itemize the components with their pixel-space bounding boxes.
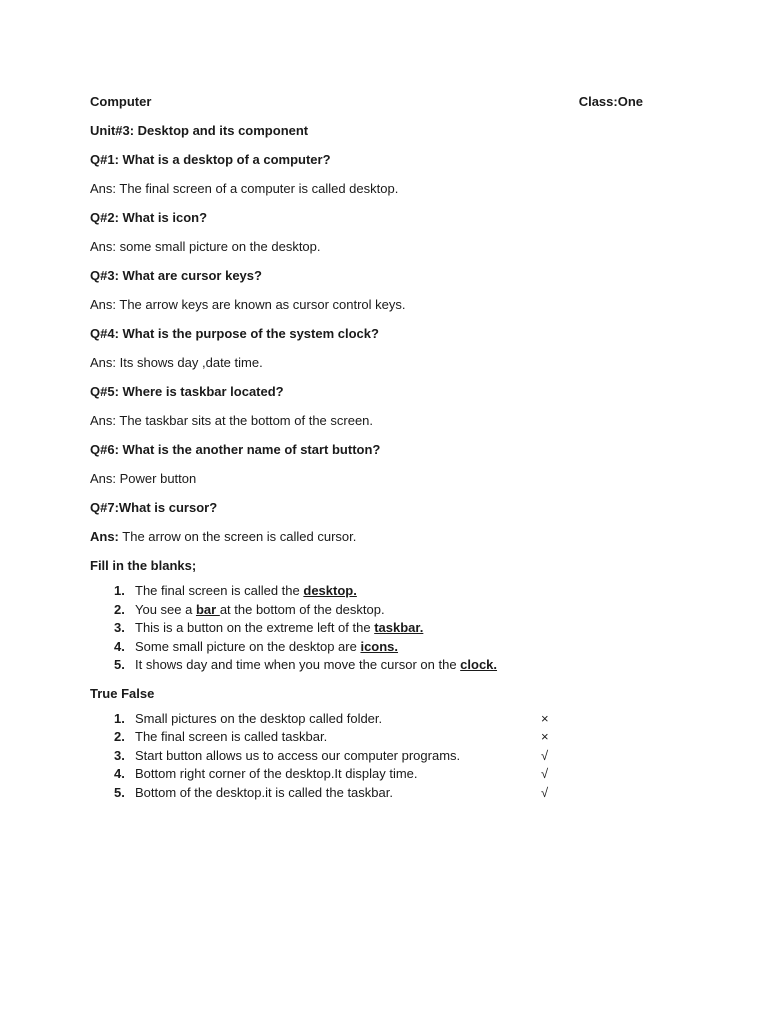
blank-answer: icons.: [360, 638, 399, 654]
fill-blanks-list: [90, 583, 650, 676]
item-number: 5.: [114, 784, 125, 800]
list-item: [90, 766, 650, 785]
question-3: Q#3: What are cursor keys?: [90, 268, 262, 283]
list-item: [90, 639, 650, 658]
worksheet-header: [90, 94, 643, 123]
question-5: Q#5: Where is taskbar located?: [90, 384, 284, 399]
unit-title: Unit#3: Desktop and its component: [90, 123, 309, 138]
blank-answer: desktop.: [303, 583, 357, 598]
true-mark: √: [541, 747, 549, 763]
true-mark: √: [541, 784, 549, 800]
item-number: 2.: [114, 729, 125, 744]
item-number: 4.: [114, 766, 125, 781]
item-text: The final screen is called taskbar.: [135, 729, 328, 744]
answer-1: Ans: The final screen of a computer is called desktop.: [90, 181, 399, 196]
item-number: 3.: [114, 747, 125, 763]
answer-6: Ans: Power button: [90, 471, 197, 486]
true-false-list: [90, 711, 650, 804]
list-item: [90, 602, 650, 621]
answer-2: Ans: some small picture on the desktop.: [90, 239, 321, 254]
list-item: [90, 583, 650, 602]
true-false-title: True False: [90, 685, 155, 701]
list-item: [90, 748, 650, 767]
list-item: [90, 785, 650, 804]
answer-7-prefix: Ans:: [90, 529, 119, 544]
answer-4: Ans: Its shows day ,date time.: [90, 355, 263, 370]
item-text: Some small picture on the desktop are: [135, 638, 361, 654]
subject-label: Computer: [90, 94, 152, 109]
item-text: You see a: [135, 601, 196, 617]
item-number: 1.: [114, 710, 125, 726]
item-number: 5.: [114, 657, 125, 672]
item-number: 4.: [114, 638, 125, 654]
blank-answer: bar: [195, 601, 220, 617]
list-item: [90, 711, 650, 730]
list-item: [90, 657, 650, 676]
list-item: [90, 729, 650, 748]
true-mark: √: [541, 766, 549, 781]
false-mark: ×: [541, 710, 549, 726]
question-6: Q#6: What is the another name of start button?: [90, 442, 381, 457]
answer-7-text: The arrow on the screen is called cursor.: [118, 529, 357, 544]
blank-answer: taskbar.: [374, 620, 424, 635]
answer-5: Ans: The taskbar sits at the bottom of the screen.: [90, 413, 374, 428]
item-number: 3.: [114, 620, 125, 635]
item-text-after: at the bottom of the desktop.: [219, 601, 385, 617]
item-text: Bottom of the desktop.it is called the taskbar.: [135, 784, 393, 800]
class-label: Class:One: [578, 94, 643, 109]
item-text: Start button allows us to access our computer programs.: [135, 747, 461, 763]
item-number: 2.: [114, 601, 125, 617]
item-number: 1.: [114, 583, 125, 598]
item-text: The final screen is called the: [135, 583, 304, 598]
question-1: Q#1: What is a desktop of a computer?: [90, 152, 331, 167]
fill-blanks-title: Fill in the blanks;: [90, 558, 197, 573]
item-text: It shows day and time when you move the cursor on the: [135, 657, 461, 672]
worksheet-page: [90, 94, 650, 803]
answer-3: Ans: The arrow keys are known as cursor control keys.: [90, 297, 406, 312]
blank-answer: clock.: [460, 657, 498, 672]
question-4: Q#4: What is the purpose of the system clock?: [90, 326, 379, 341]
item-text: This is a button on the extreme left of the: [135, 620, 375, 635]
false-mark: ×: [541, 729, 549, 744]
answer-7: [90, 529, 650, 558]
item-text: Bottom right corner of the desktop.It display time.: [135, 766, 418, 781]
question-7: Q#7:What is cursor?: [90, 500, 218, 515]
list-item: [90, 620, 650, 639]
question-2: Q#2: What is icon?: [90, 210, 208, 225]
item-text: Small pictures on the desktop called folder.: [135, 710, 383, 726]
